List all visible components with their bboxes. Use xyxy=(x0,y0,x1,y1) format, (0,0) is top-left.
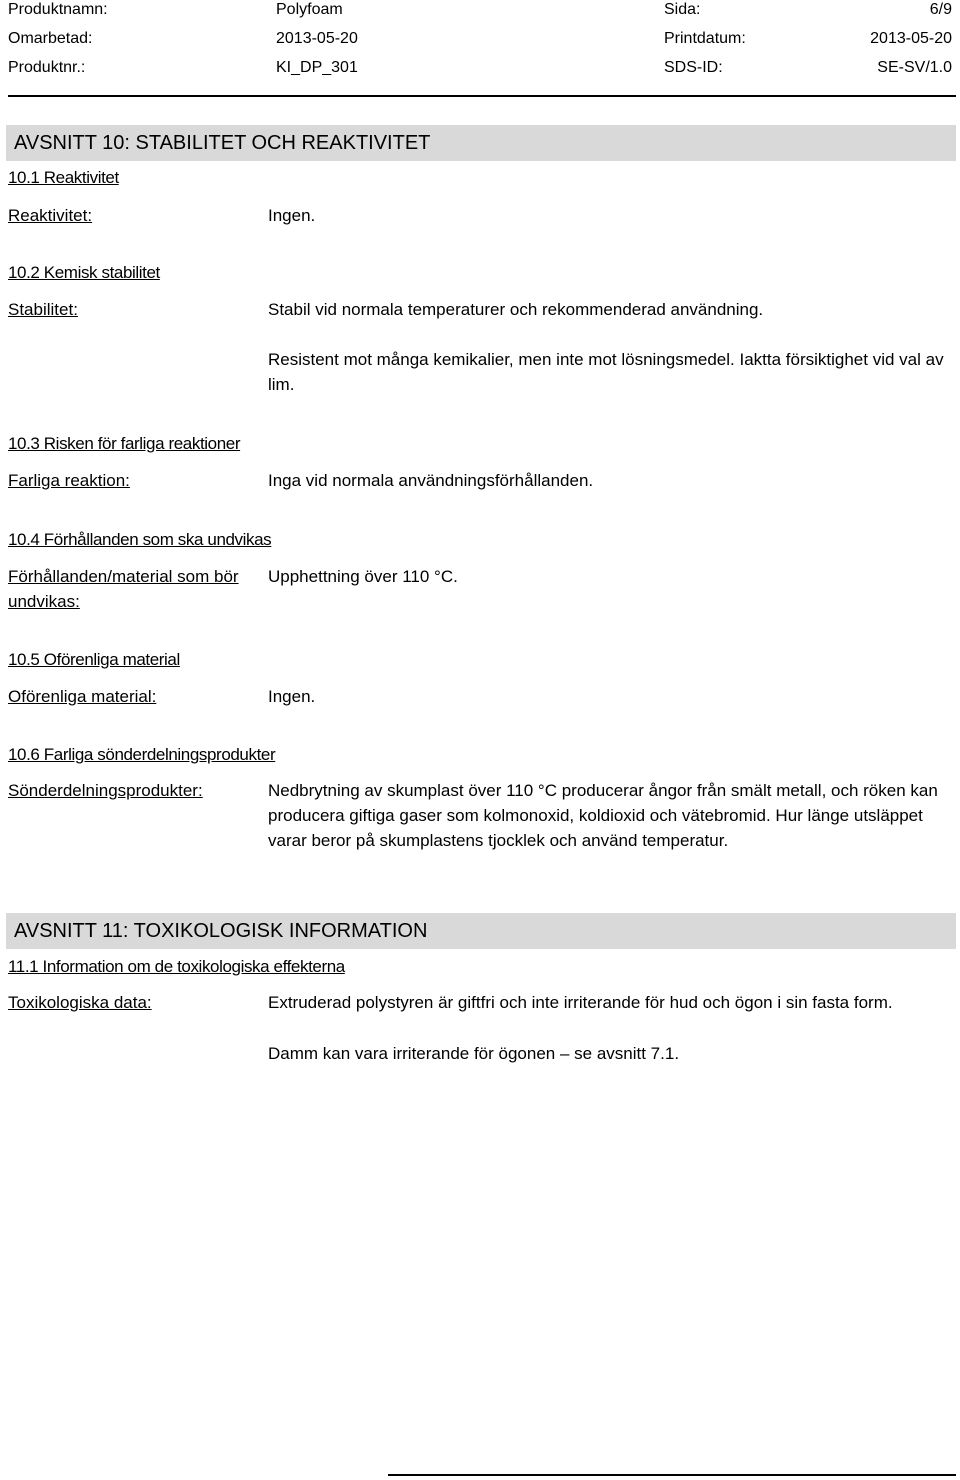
stability-label: Stabilitet: xyxy=(8,300,78,319)
print-date: 2013-05-20 xyxy=(870,30,952,47)
hazardous-reaction-value: Inga vid normala användningsförhållanden. xyxy=(268,471,594,490)
footer-divider xyxy=(388,1474,956,1476)
revised-label: Omarbetad: xyxy=(8,30,93,47)
product-no: KI_DP_301 xyxy=(276,59,358,76)
sds-id-label: SDS-ID: xyxy=(664,59,723,76)
conditions-to-avoid-label: Förhållanden/material som bör undvikas: xyxy=(8,567,239,611)
subsection-11-1-heading: 11.1 Information om de toxikologiska effekterna xyxy=(8,957,345,976)
product-name-label: Produktnamn: xyxy=(8,1,108,18)
header-divider xyxy=(8,95,956,97)
print-date-label: Printdatum: xyxy=(664,30,746,47)
stability-value-1: Stabil vid normala temperaturer och rekommenderad användning. xyxy=(268,300,764,319)
section-10-title: AVSNITT 10: STABILITET OCH REAKTIVITET xyxy=(14,132,431,154)
subsection-10-4-heading: 10.4 Förhållanden som ska undvikas xyxy=(8,530,272,549)
reactivity-label: Reaktivitet: xyxy=(8,206,93,225)
product-no-label: Produktnr.: xyxy=(8,59,86,76)
toxicological-data-label: Toxikologiska data: xyxy=(8,993,152,1012)
subsection-10-2-heading: 10.2 Kemisk stabilitet xyxy=(8,263,160,282)
section-10-bar xyxy=(6,125,956,161)
subsection-10-1-heading: 10.1 Reaktivitet xyxy=(8,168,119,187)
hazardous-reaction-label: Farliga reaktion: xyxy=(8,471,130,490)
section-11-bar xyxy=(6,913,956,949)
subsection-10-3-heading: 10.3 Risken för farliga reaktioner xyxy=(8,434,241,453)
subsection-10-5-heading: 10.5 Oförenliga material xyxy=(8,650,180,669)
section-11-title: AVSNITT 11: TOXIKOLOGISK INFORMATION xyxy=(14,920,428,942)
stability-value-2: Resistent mot många kemikalier, men inte mot lösningsmedel. Iaktta försiktighet vid val av lim. xyxy=(268,350,944,394)
subsection-10-6-heading: 10.6 Farliga sönderdelningsprodukter xyxy=(8,745,276,764)
revised-date: 2013-05-20 xyxy=(276,30,358,47)
incompatible-materials-label: Oförenliga material: xyxy=(8,687,157,706)
decomposition-products-label: Sönderdelningsprodukter: xyxy=(8,781,203,800)
page-number: 6/9 xyxy=(929,1,952,18)
product-name: Polyfoam xyxy=(276,1,343,18)
conditions-to-avoid-value: Upphettning över 110 °C. xyxy=(268,567,458,586)
incompatible-materials-value: Ingen. xyxy=(268,687,316,706)
page-label: Sida: xyxy=(664,1,701,18)
toxicological-data-value-2: Damm kan vara irriterande för ögonen – se avsnitt 7.1. xyxy=(268,1044,680,1063)
toxicological-data-value-1: Extruderad polystyren är giftfri och inte irriterande för hud och ögon i sin fasta form. xyxy=(268,993,893,1012)
decomposition-products-value: Nedbrytning av skumplast över 110 °C producerar ångor från smält metall, och röken kan producera giftiga gaser som kolmonoxid, koldioxid och vätebromid. Hur länge utsläppet varar beror på skumplastens tjocklek och använd temperatur. xyxy=(268,781,938,850)
sds-id: SE-SV/1.0 xyxy=(877,59,952,76)
reactivity-value: Ingen. xyxy=(268,206,316,225)
